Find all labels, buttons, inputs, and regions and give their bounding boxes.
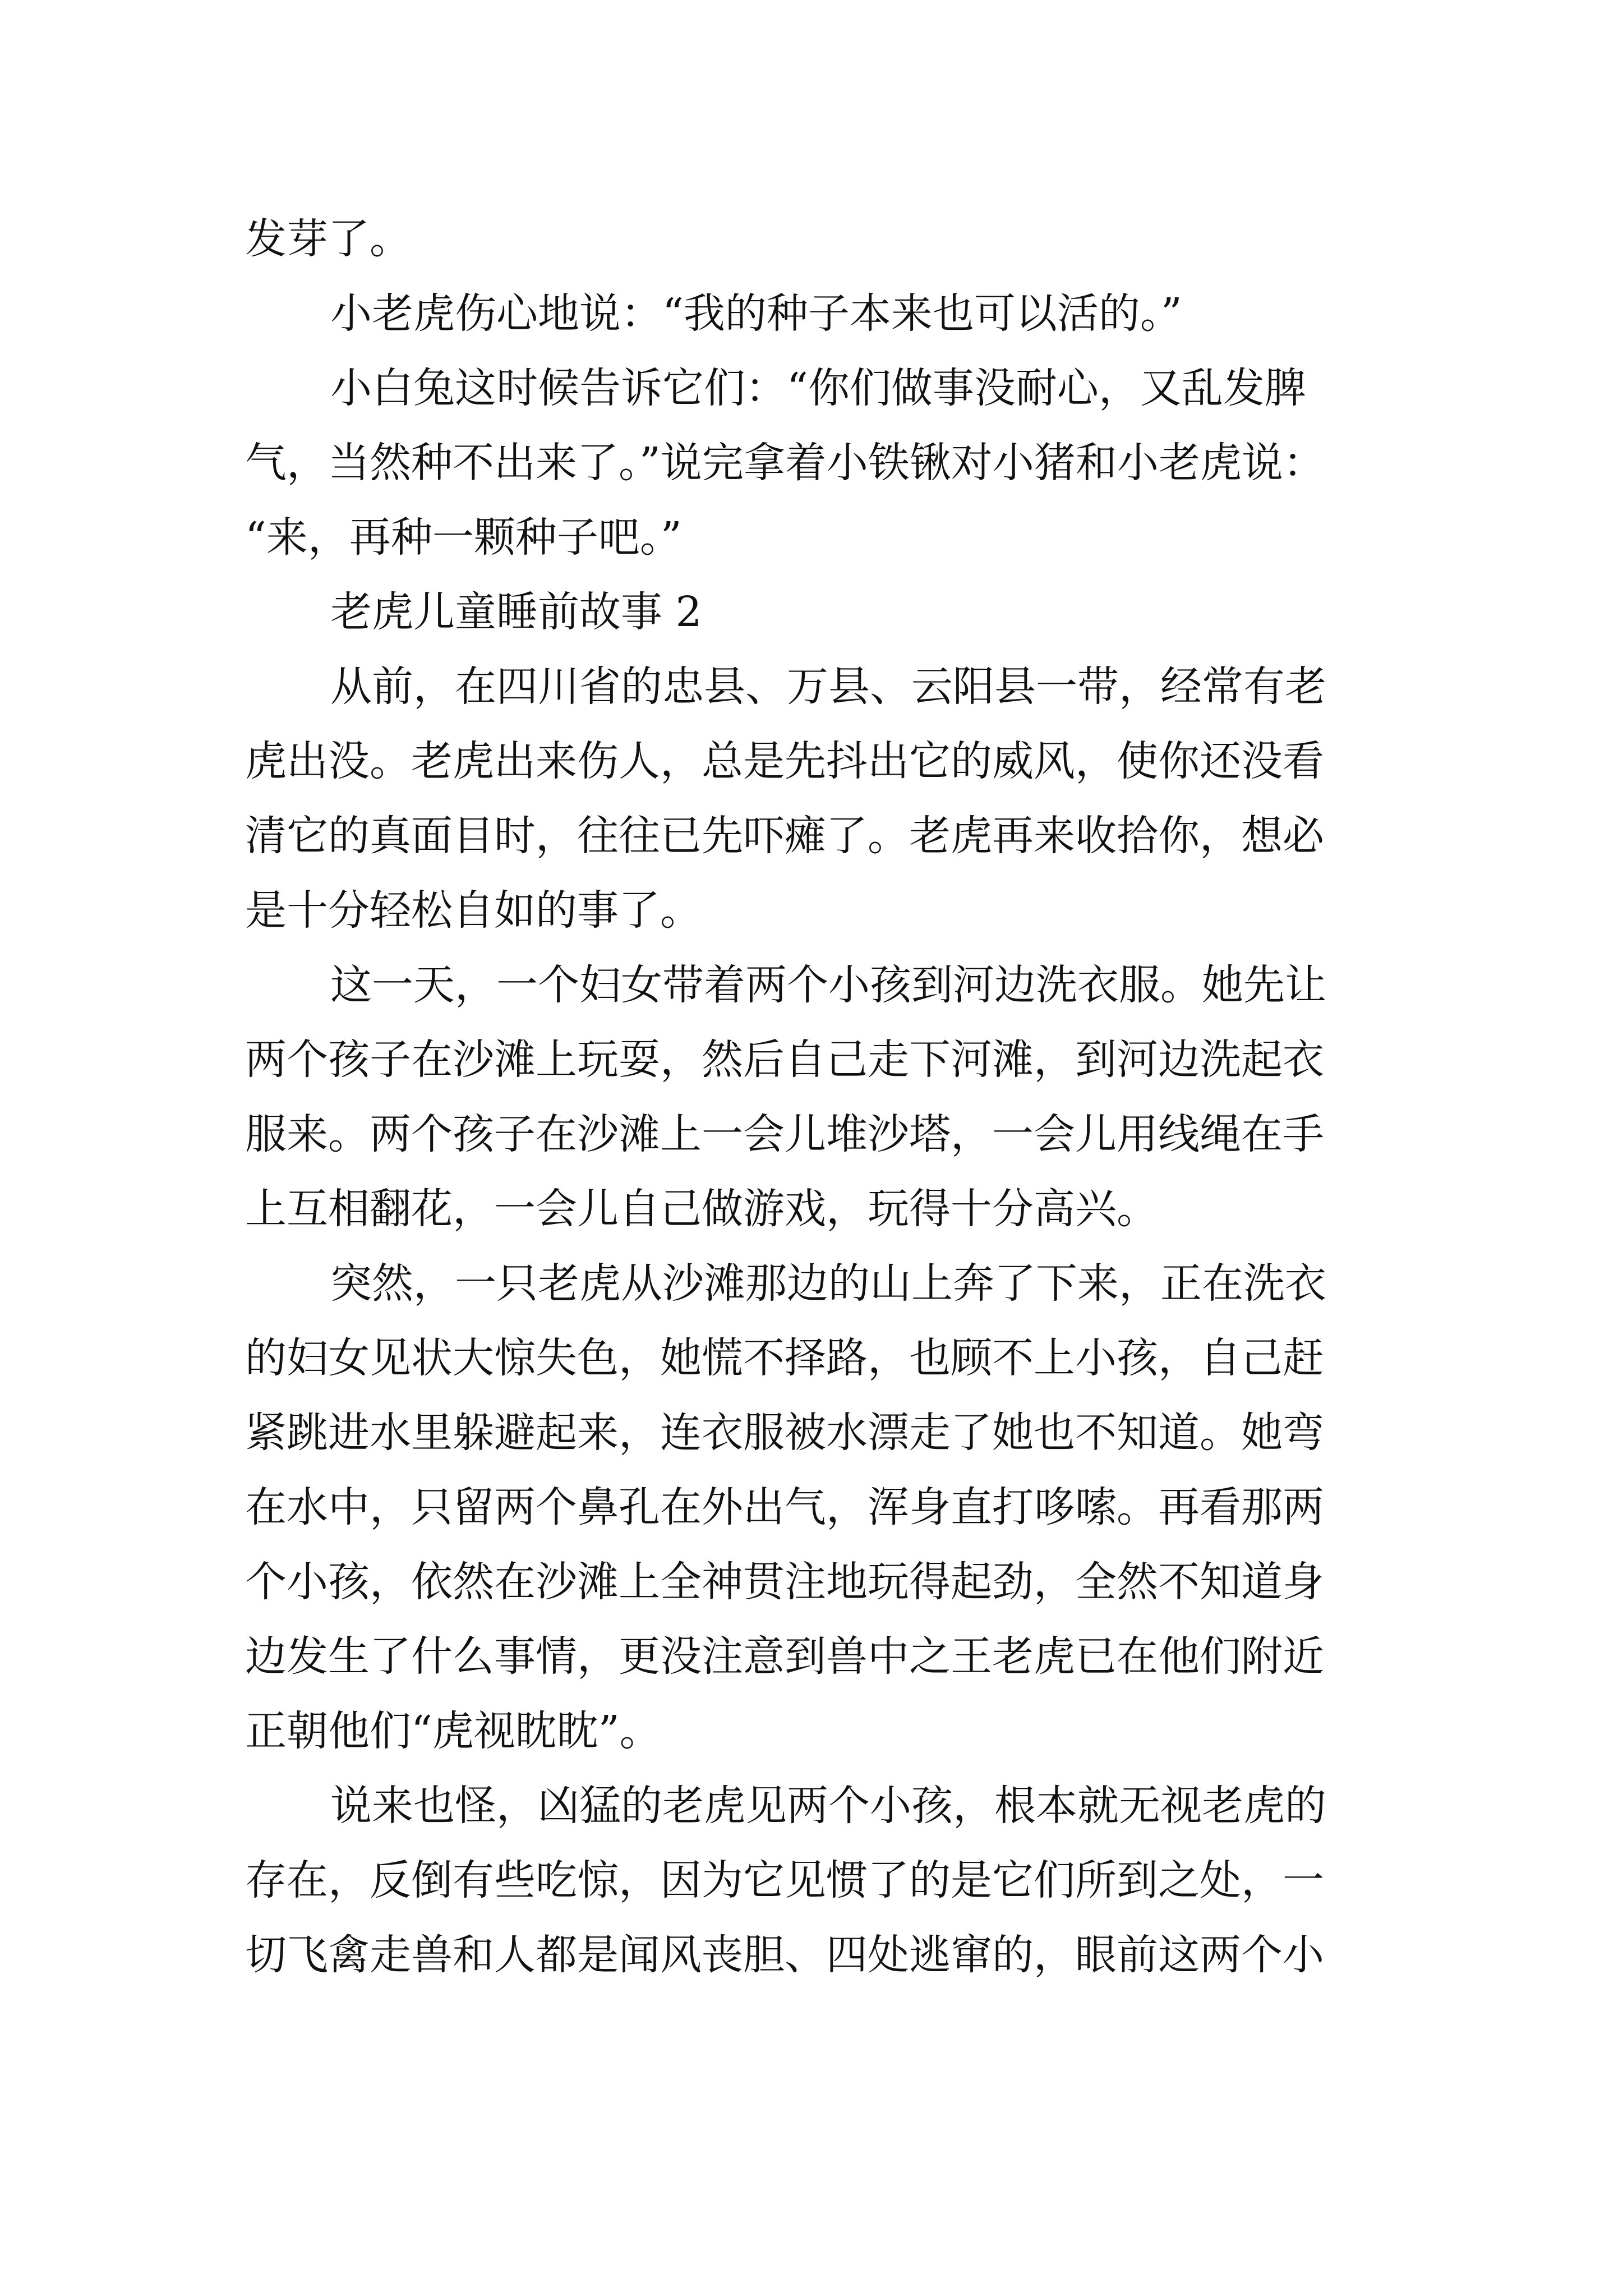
text-line: “来，再种一颗种子吧。” xyxy=(245,513,682,562)
text-line: 是十分轻松自如的事了。 xyxy=(245,886,702,935)
text-line: 突然，一只老虎从沙滩那边的山上奔了下来，正在洗衣 xyxy=(330,1259,1326,1308)
text-line: 上互相翻花，一会儿自己做游戏，玩得十分高兴。 xyxy=(245,1185,1158,1233)
text-line: 小白兔这时候告诉它们：“你们做事没耐心，又乱发脾 xyxy=(330,364,1306,412)
text-line: 切飞禽走兽和人都是闻风丧胆、四处逃窜的，眼前这两个小 xyxy=(245,1931,1324,1979)
text-line: 边发生了什么事情，更没注意到兽中之王老虎已在他们附近 xyxy=(245,1632,1324,1681)
text-line: 正朝他们“虎视眈眈”。 xyxy=(245,1707,661,1755)
text-line: 紧跳进水里躲避起来，连衣服被水漂走了她也不知道。她弯 xyxy=(245,1409,1324,1457)
text-line: 存在，反倒有些吃惊，因为它见惯了的是它们所到之处，一 xyxy=(245,1856,1324,1904)
text-line: 的妇女见状大惊失色，她慌不择路，也顾不上小孩，自己赶 xyxy=(245,1334,1324,1382)
section-heading: 老虎儿童睡前故事 2 xyxy=(330,588,702,636)
text-line: 在水中，只留两个鼻孔在外出气，浑身直打哆嗦。再看那两 xyxy=(245,1483,1324,1531)
text-line: 服来。两个孩子在沙滩上一会儿堆沙塔，一会儿用线绳在手 xyxy=(245,1110,1324,1158)
text-line: 个小孩，依然在沙滩上全神贯注地玩得起劲，全然不知道身 xyxy=(245,1558,1324,1606)
text-line: 清它的真面目时，往往已先吓瘫了。老虎再来收拾你，想必 xyxy=(245,812,1324,860)
text-line: 这一天，一个妇女带着两个小孩到河边洗衣服。她先让 xyxy=(330,961,1326,1009)
text-line: 虎出没。老虎出来伤人，总是先抖出它的威风，使你还没看 xyxy=(245,737,1324,785)
text-line: 说来也怪，凶猛的老虎见两个小孩，根本就无视老虎的 xyxy=(330,1782,1326,1830)
document-body xyxy=(245,202,1451,1993)
text-line: 小老虎伤心地说：“我的种子本来也可以活的。” xyxy=(330,289,1182,338)
text-line: 发芽了。 xyxy=(245,215,411,263)
text-line: 从前，在四川省的忠县、万县、云阳县一带，经常有老 xyxy=(330,662,1326,711)
text-line: 两个孩子在沙滩上玩耍，然后自己走下河滩，到河边洗起衣 xyxy=(245,1036,1324,1084)
text-line: 气，当然种不出来了。”说完拿着小铁锹对小猪和小老虎说： xyxy=(245,439,1325,487)
